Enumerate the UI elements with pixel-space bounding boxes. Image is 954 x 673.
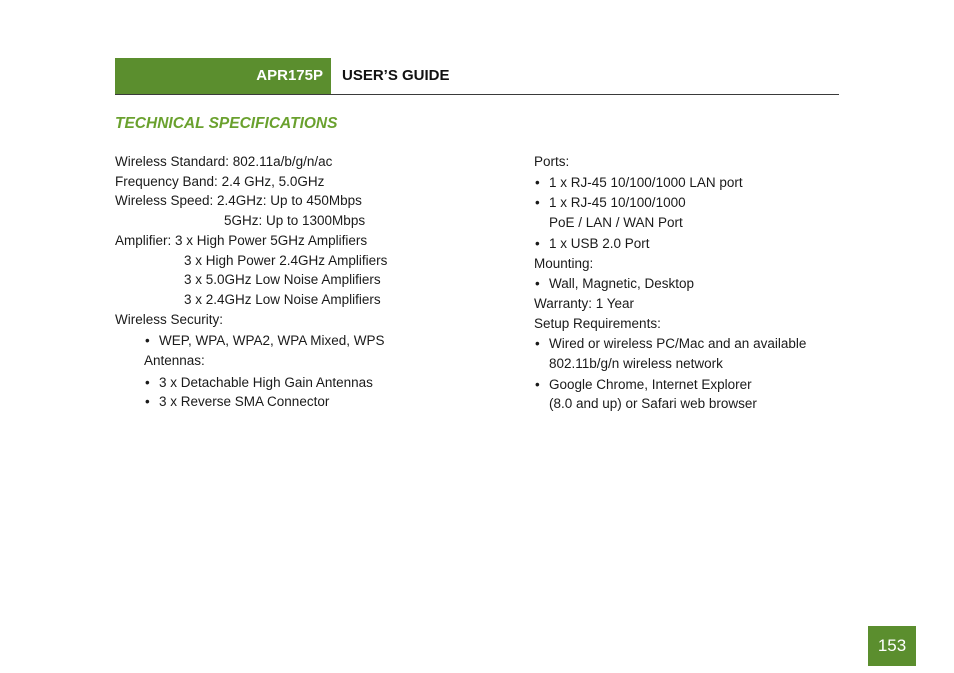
bullet-icon: • — [535, 235, 540, 251]
bullet-icon: • — [535, 336, 540, 352]
bullet-icon: • — [145, 394, 150, 410]
list-item-continuation — [534, 354, 854, 374]
bullet-icon: • — [145, 333, 150, 349]
list-item — [534, 274, 854, 294]
list-item — [534, 334, 854, 354]
setup-item-cont: (8.0 and up) or Safari web browser — [549, 396, 757, 412]
product-model-label: APR175P — [115, 58, 331, 94]
security-label: Wireless Security: — [115, 311, 224, 327]
warranty: Warranty: 1 Year — [534, 295, 635, 311]
antenna-item: 3 x Reverse SMA Connector — [159, 394, 330, 410]
port-item: 1 x RJ-45 10/100/1000 LAN port — [549, 174, 743, 190]
wireless-speed-24: Wireless Speed: 2.4GHz: Up to 450Mbps — [115, 193, 362, 209]
mounting-label: Mounting: — [534, 255, 594, 271]
amplifier-line-4: 3 x 2.4GHz Low Noise Amplifiers — [184, 291, 381, 307]
page-header — [115, 58, 839, 95]
wireless-standard: Wireless Standard: 802.11a/b/g/n/ac — [115, 154, 333, 169]
list-item — [144, 373, 445, 393]
amplifier-line-1: Amplifier: 3 x High Power 5GHz Amplifiers — [115, 232, 368, 248]
amplifier-line-3: 3 x 5.0GHz Low Noise Amplifiers — [184, 272, 381, 288]
list-item — [534, 193, 854, 213]
section-title: TECHNICAL SPECIFICATIONS — [115, 115, 338, 132]
list-item — [144, 392, 445, 412]
list-item — [534, 234, 854, 254]
bullet-icon: • — [535, 376, 540, 392]
setup-label: Setup Requirements: — [534, 315, 661, 331]
setup-item: Wired or wireless PC/Mac and an available — [549, 336, 807, 352]
page-number: 153 — [868, 626, 916, 666]
list-item — [534, 173, 854, 193]
list-item-continuation — [534, 213, 854, 233]
bullet-icon: • — [535, 174, 540, 190]
port-item: 1 x RJ-45 10/100/1000 — [549, 195, 686, 211]
mounting-item: Wall, Magnetic, Desktop — [549, 276, 695, 292]
bullet-icon: • — [145, 374, 150, 390]
bullet-icon: • — [535, 195, 540, 211]
antennas-label: Antennas: — [144, 353, 205, 369]
list-item — [144, 331, 445, 351]
bullet-icon: • — [535, 276, 540, 292]
list-item — [534, 375, 854, 395]
port-item: 1 x USB 2.0 Port — [549, 235, 650, 251]
list-item-continuation — [534, 394, 854, 414]
security-item: WEP, WPA, WPA2, WPA Mixed, WPS — [159, 333, 385, 349]
wireless-speed-5: 5GHz: Up to 1300Mbps — [224, 213, 366, 229]
setup-item: Google Chrome, Internet Explorer — [549, 376, 752, 392]
amplifier-line-2: 3 x High Power 2.4GHz Amplifiers — [184, 252, 388, 268]
port-item-cont: PoE / LAN / WAN Port — [549, 215, 683, 231]
guide-title: USER’S GUIDE — [342, 67, 450, 84]
specs-right-column — [534, 152, 854, 414]
specs-left-column — [115, 152, 445, 412]
frequency-band: Frequency Band: 2.4 GHz, 5.0GHz — [115, 173, 325, 189]
setup-item-cont: 802.11b/g/n wireless network — [549, 356, 723, 372]
ports-label: Ports: — [534, 154, 570, 169]
antenna-item: 3 x Detachable High Gain Antennas — [159, 374, 373, 390]
